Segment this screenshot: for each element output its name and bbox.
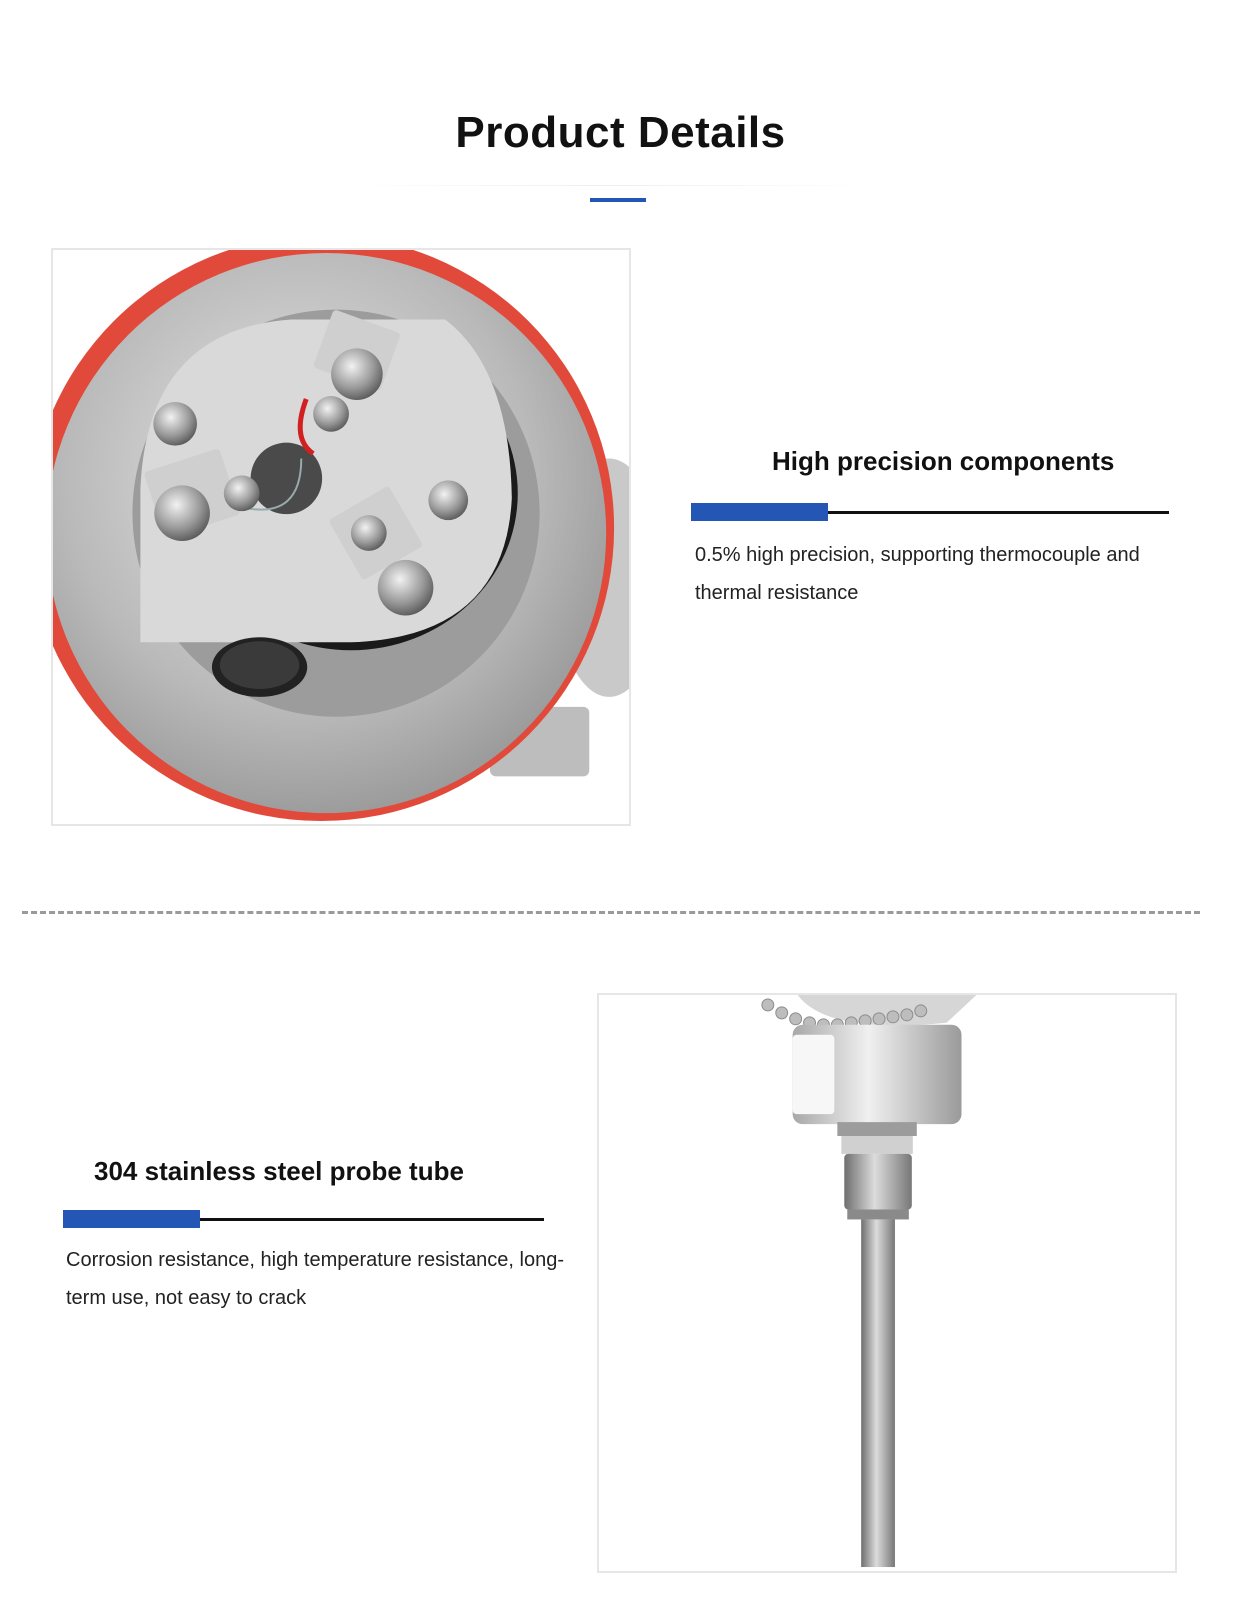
feature-divider-precision bbox=[691, 511, 1169, 514]
feature-divider-accent bbox=[63, 1210, 200, 1228]
terminal-head-photo bbox=[51, 248, 631, 826]
feature-divider-probe-tube bbox=[63, 1218, 544, 1221]
feature-description-precision: 0.5% high precision, supporting thermocouple and thermal resistance bbox=[695, 544, 1140, 604]
probe-tube-photo bbox=[597, 993, 1177, 1573]
feature-title-probe-tube: 304 stainless steel probe tube bbox=[94, 1156, 464, 1186]
feature-description-probe-tube: Corrosion resistance, high temperature resistance, long-term use, not easy to crack bbox=[66, 1249, 565, 1309]
section-divider bbox=[22, 911, 1200, 914]
probe-tube-illustration bbox=[599, 995, 1175, 1571]
feature-title-precision: High precision components bbox=[772, 446, 1115, 476]
feature-divider-accent bbox=[691, 503, 828, 521]
title-underline bbox=[590, 198, 646, 202]
page-title: Product Details bbox=[455, 108, 786, 157]
title-faint-rule bbox=[350, 185, 870, 186]
terminal-head-illustration bbox=[53, 250, 629, 824]
